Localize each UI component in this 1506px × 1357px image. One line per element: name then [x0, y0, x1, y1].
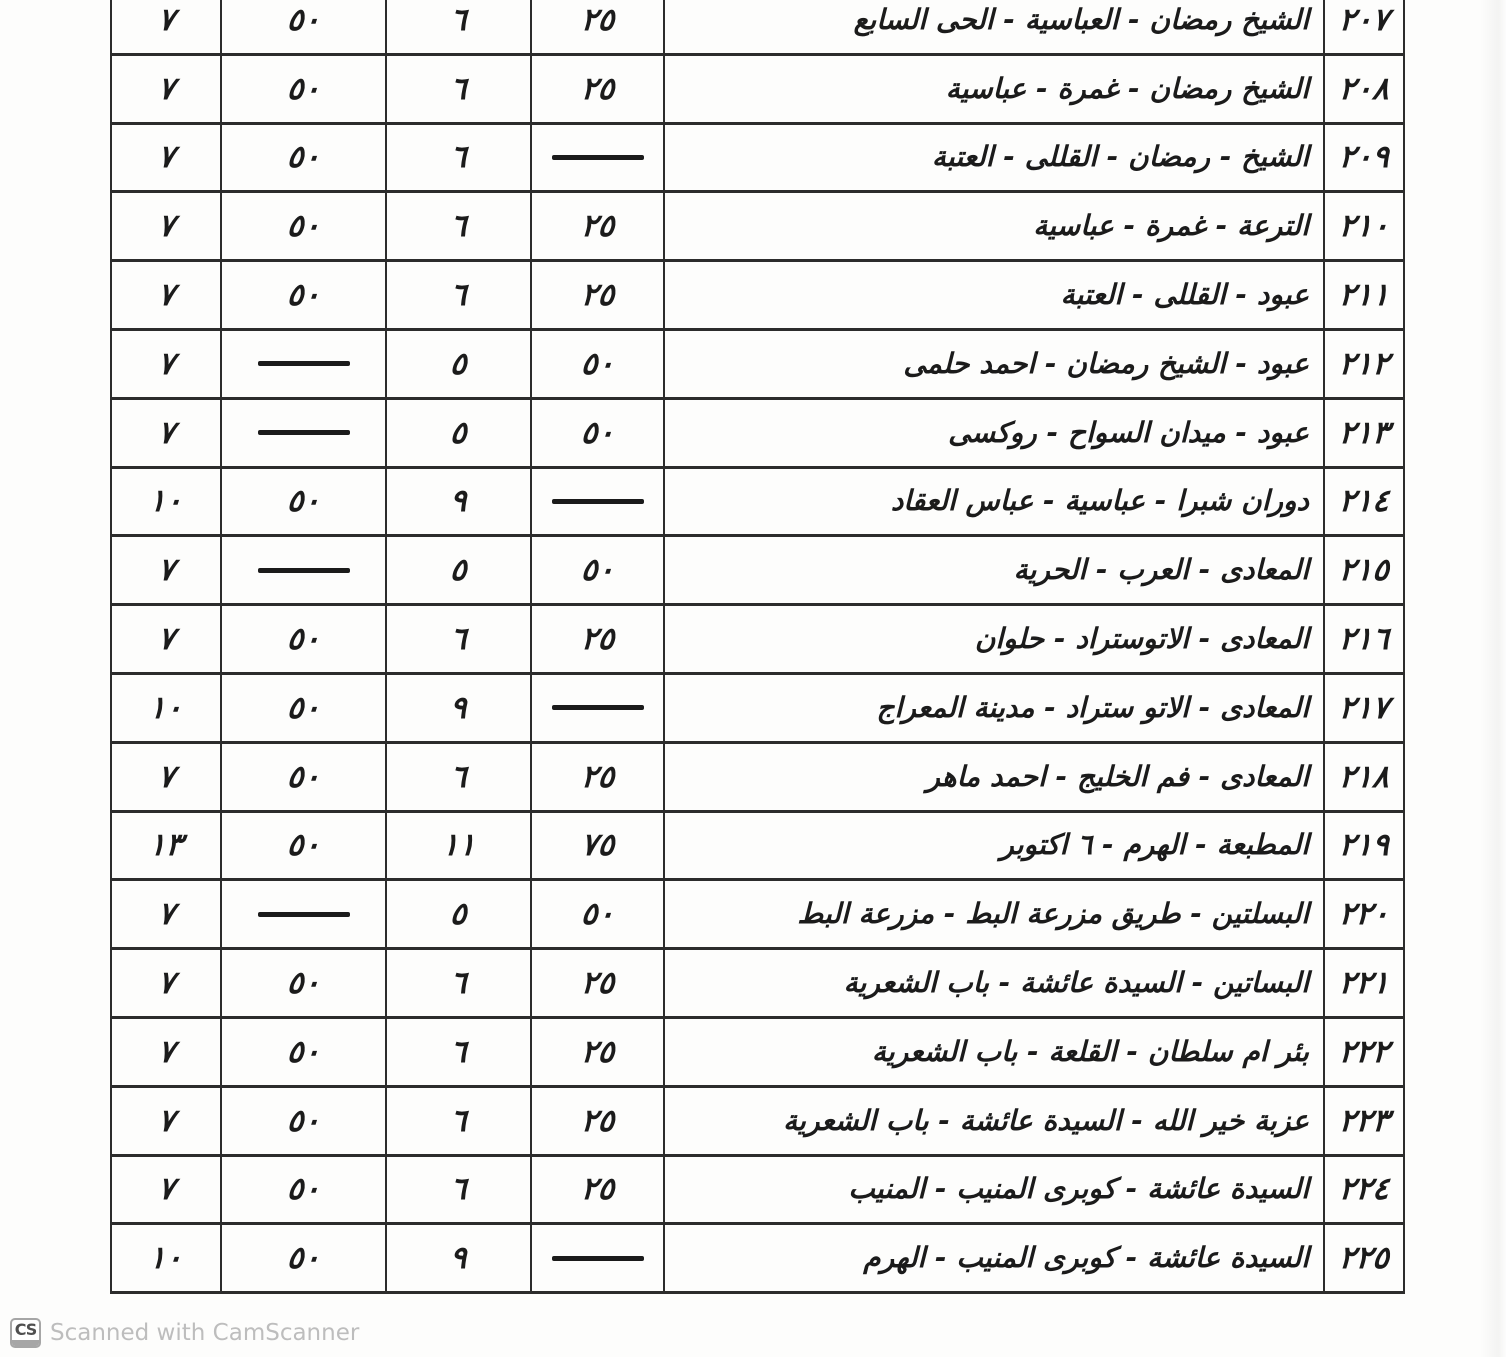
value-cell-1: [112, 881, 222, 950]
value-cell-4: [532, 1019, 665, 1088]
value-cell-2: [222, 331, 387, 400]
value-cell-4: [532, 400, 665, 469]
value-cell-4: [532, 56, 665, 125]
numeral-text: ٩: [448, 689, 469, 726]
value-cell-3: [387, 881, 532, 950]
numeral-text: ٢٠٩: [1337, 139, 1391, 176]
route-name-text: المعادى - الاتو ستراد - مدينة المعراج: [876, 690, 1309, 724]
dash-placeholder: [258, 361, 350, 366]
route-name-cell: [665, 125, 1325, 194]
numeral-text: ٧٥: [579, 827, 616, 864]
numeral-text: ٩: [448, 483, 469, 520]
numeral-text: ٢١١: [1337, 277, 1391, 314]
table-row: [112, 675, 1403, 744]
table-row: [112, 813, 1403, 882]
numeral-text: ٢٥: [579, 70, 616, 107]
value-cell-2: [222, 125, 387, 194]
table-row: [112, 1225, 1403, 1294]
numeral-text: ٢٥: [579, 1102, 616, 1139]
numeral-text: ٥٠: [285, 1240, 322, 1277]
numeral-text: ٢٥: [579, 965, 616, 1002]
table-row: [112, 537, 1403, 606]
numeral-text: ٧: [156, 70, 176, 107]
numeral-text: ٥٠: [579, 552, 616, 589]
numeral-text: ٥٠: [579, 896, 616, 933]
value-cell-3: [387, 813, 532, 882]
route-name-text: دوران شبرا - عباسية - عباس العقاد: [890, 484, 1309, 518]
numeral-text: ٢٥: [579, 277, 616, 314]
value-cell-3: [387, 193, 532, 262]
numeral-text: ٥: [448, 896, 469, 933]
numeral-text: ٦: [448, 758, 469, 795]
route-name-text: الشيخ - رمضان - القللى - العتبة: [931, 140, 1309, 174]
route-name-text: المعادى - الاتوستراد - حلوان: [974, 622, 1309, 656]
numeral-text: ٦: [448, 1102, 469, 1139]
camscanner-logo-text: CS: [14, 1320, 37, 1339]
value-cell-3: [387, 537, 532, 606]
numeral-text: ١٣: [148, 827, 184, 864]
numeral-text: ٧: [156, 139, 176, 176]
route-name-cell: [665, 537, 1325, 606]
numeral-text: ٧: [156, 1102, 176, 1139]
numeral-text: ١٠: [148, 689, 184, 726]
numeral-text: ٥٠: [579, 345, 616, 382]
camscanner-logo-icon: [10, 1318, 41, 1348]
value-cell-1: [112, 1225, 222, 1294]
numeral-text: ٢٠٨: [1337, 70, 1391, 107]
table-row: [112, 125, 1403, 194]
value-cell-1: [112, 744, 222, 813]
value-cell-4: [532, 606, 665, 675]
route-name-text: عبود - القللى - العتبة: [1060, 278, 1309, 312]
value-cell-3: [387, 744, 532, 813]
route-number-cell: [1325, 125, 1405, 194]
numeral-text: ٢٢١: [1337, 965, 1391, 1002]
value-cell-1: [112, 1019, 222, 1088]
value-cell-1: [112, 469, 222, 538]
value-cell-4: [532, 469, 665, 538]
table-row: [112, 1157, 1403, 1226]
numeral-text: ٥٠: [285, 139, 322, 176]
value-cell-2: [222, 1157, 387, 1226]
value-cell-2: [222, 1225, 387, 1294]
route-number-cell: [1325, 56, 1405, 125]
route-name-text: الترعة - غمرة - عباسية: [1033, 209, 1309, 243]
route-name-cell: [665, 0, 1325, 56]
numeral-text: ٢٢٤: [1337, 1171, 1391, 1208]
value-cell-2: [222, 193, 387, 262]
numeral-text: ٦: [448, 70, 469, 107]
value-cell-3: [387, 125, 532, 194]
route-number-cell: [1325, 262, 1405, 331]
table-row: [112, 193, 1403, 262]
route-name-text: بئر ام سلطان - القلعة - باب الشعرية: [871, 1034, 1309, 1068]
dash-placeholder: [552, 499, 644, 504]
table-row: [112, 1088, 1403, 1157]
value-cell-2: [222, 469, 387, 538]
numeral-text: ٥٠: [285, 758, 322, 795]
route-number-cell: [1325, 400, 1405, 469]
dash-placeholder: [552, 155, 644, 160]
table-row: [112, 262, 1403, 331]
route-name-cell: [665, 1157, 1325, 1226]
route-number-cell: [1325, 0, 1405, 56]
value-cell-1: [112, 331, 222, 400]
table-row: [112, 56, 1403, 125]
numeral-text: ٥٠: [285, 965, 322, 1002]
numeral-text: ٥٠: [285, 621, 322, 658]
value-cell-3: [387, 1019, 532, 1088]
value-cell-2: [222, 744, 387, 813]
value-cell-1: [112, 125, 222, 194]
route-number-cell: [1325, 675, 1405, 744]
value-cell-3: [387, 1157, 532, 1226]
numeral-text: ٥٠: [579, 414, 616, 451]
numeral-text: ٥٠: [285, 827, 322, 864]
numeral-text: ٦: [448, 139, 469, 176]
numeral-text: ٦: [448, 1, 469, 38]
value-cell-3: [387, 1088, 532, 1157]
route-name-cell: [665, 1019, 1325, 1088]
value-cell-1: [112, 537, 222, 606]
numeral-text: ٢١٩: [1337, 827, 1391, 864]
value-cell-4: [532, 813, 665, 882]
numeral-text: ٧: [156, 1, 176, 38]
table-row: [112, 606, 1403, 675]
route-number-cell: [1325, 537, 1405, 606]
numeral-text: ٥: [448, 414, 469, 451]
numeral-text: ٢١٢: [1337, 345, 1391, 382]
numeral-text: ٧: [156, 621, 176, 658]
route-name-text: المعادى - العرب - الحرية: [1013, 553, 1309, 587]
route-name-cell: [665, 606, 1325, 675]
route-name-text: عزبة خير الله - السيدة عائشة - باب الشعرية: [783, 1103, 1309, 1137]
numeral-text: ٦: [448, 1171, 469, 1208]
numeral-text: ٢١٦: [1337, 621, 1391, 658]
dash-placeholder: [552, 705, 644, 710]
route-name-text: البسلتين - طريق مزرعة البط - مزرعة البط: [797, 897, 1309, 931]
value-cell-4: [532, 1157, 665, 1226]
route-name-cell: [665, 331, 1325, 400]
value-cell-1: [112, 606, 222, 675]
value-cell-4: [532, 950, 665, 1019]
route-number-cell: [1325, 813, 1405, 882]
numeral-text: ٥٠: [285, 483, 322, 520]
numeral-text: ٩: [448, 1240, 469, 1277]
numeral-text: ٢٢٥: [1337, 1240, 1391, 1277]
route-name-text: المطبعة - الهرم - ٦ اكتوبر: [1000, 828, 1309, 862]
route-name-cell: [665, 1225, 1325, 1294]
value-cell-3: [387, 950, 532, 1019]
numeral-text: ٧: [156, 965, 176, 1002]
value-cell-2: [222, 0, 387, 56]
numeral-text: ٥٠: [285, 70, 322, 107]
numeral-text: ٥٠: [285, 208, 322, 245]
value-cell-4: [532, 881, 665, 950]
route-number-cell: [1325, 1225, 1405, 1294]
numeral-text: ٧: [156, 277, 176, 314]
value-cell-4: [532, 1225, 665, 1294]
value-cell-4: [532, 125, 665, 194]
value-cell-1: [112, 56, 222, 125]
dash-placeholder: [258, 568, 350, 573]
numeral-text: ٦: [448, 965, 469, 1002]
numeral-text: ٢١٠: [1337, 208, 1391, 245]
numeral-text: ٢١٨: [1337, 758, 1391, 795]
value-cell-1: [112, 193, 222, 262]
route-name-cell: [665, 400, 1325, 469]
route-number-cell: [1325, 1019, 1405, 1088]
numeral-text: ٥٠: [285, 1171, 322, 1208]
route-name-text: السيدة عائشة - كوبرى المنيب - المنيب: [848, 1172, 1309, 1206]
route-name-cell: [665, 675, 1325, 744]
value-cell-3: [387, 675, 532, 744]
value-cell-3: [387, 0, 532, 56]
table-row: [112, 400, 1403, 469]
value-cell-1: [112, 1157, 222, 1226]
numeral-text: ٥٠: [285, 1, 322, 38]
numeral-text: ٢٠٧: [1337, 1, 1391, 38]
value-cell-4: [532, 537, 665, 606]
route-number-cell: [1325, 331, 1405, 400]
numeral-text: ٧: [156, 345, 176, 382]
route-number-cell: [1325, 193, 1405, 262]
value-cell-1: [112, 675, 222, 744]
value-cell-1: [112, 262, 222, 331]
numeral-text: ٧: [156, 208, 176, 245]
camscanner-logo-bar: [12, 1340, 39, 1346]
table-row: [112, 0, 1403, 56]
route-number-cell: [1325, 744, 1405, 813]
route-name-cell: [665, 56, 1325, 125]
value-cell-1: [112, 1088, 222, 1157]
numeral-text: ٢٥: [579, 621, 616, 658]
value-cell-3: [387, 56, 532, 125]
route-name-cell: [665, 193, 1325, 262]
value-cell-3: [387, 331, 532, 400]
value-cell-2: [222, 262, 387, 331]
numeral-text: ٦: [448, 208, 469, 245]
numeral-text: ٢٢٠: [1337, 896, 1391, 933]
value-cell-4: [532, 1088, 665, 1157]
value-cell-2: [222, 606, 387, 675]
numeral-text: ٥٠: [285, 277, 322, 314]
value-cell-1: [112, 0, 222, 56]
route-number-cell: [1325, 881, 1405, 950]
numeral-text: ٧: [156, 1033, 176, 1070]
route-name-cell: [665, 262, 1325, 331]
numeral-text: ٦: [448, 621, 469, 658]
numeral-text: ٥٠: [285, 1102, 322, 1139]
numeral-text: ١١: [440, 827, 477, 864]
value-cell-1: [112, 813, 222, 882]
route-name-text: السيدة عائشة - كوبرى المنيب - الهرم: [863, 1241, 1309, 1275]
value-cell-1: [112, 400, 222, 469]
table-row: [112, 331, 1403, 400]
value-cell-3: [387, 469, 532, 538]
route-name-cell: [665, 744, 1325, 813]
route-number-cell: [1325, 469, 1405, 538]
value-cell-2: [222, 813, 387, 882]
numeral-text: ٢٥: [579, 1171, 616, 1208]
value-cell-4: [532, 744, 665, 813]
value-cell-3: [387, 400, 532, 469]
value-cell-2: [222, 881, 387, 950]
numeral-text: ١٠: [148, 1240, 184, 1277]
table-row: [112, 950, 1403, 1019]
route-number-cell: [1325, 1088, 1405, 1157]
value-cell-4: [532, 262, 665, 331]
route-name-text: الشيخ رمضان - غمرة - عباسية: [945, 71, 1309, 105]
numeral-text: ٢١٤: [1337, 483, 1391, 520]
value-cell-4: [532, 0, 665, 56]
numeral-text: ٧: [156, 414, 176, 451]
table-row: [112, 744, 1403, 813]
dash-placeholder: [258, 430, 350, 435]
numeral-text: ٢٢٢: [1337, 1033, 1391, 1070]
route-name-text: عبود - الشيخ رمضان - احمد حلمى: [903, 346, 1309, 380]
value-cell-3: [387, 1225, 532, 1294]
camscanner-caption: Scanned with CamScanner: [50, 1320, 360, 1346]
numeral-text: ٢١٥: [1337, 552, 1391, 589]
route-number-cell: [1325, 950, 1405, 1019]
value-cell-2: [222, 675, 387, 744]
route-name-text: المعادى - فم الخليج - احمد ماهر: [926, 759, 1309, 793]
value-cell-2: [222, 56, 387, 125]
route-name-text: البساتين - السيدة عائشة - باب الشعرية: [843, 966, 1309, 1000]
numeral-text: ٥: [448, 345, 469, 382]
route-number-cell: [1325, 1157, 1405, 1226]
numeral-text: ٧: [156, 552, 176, 589]
route-name-cell: [665, 881, 1325, 950]
value-cell-1: [112, 950, 222, 1019]
bus-routes-table: [110, 0, 1403, 1294]
dash-placeholder: [552, 1256, 644, 1261]
numeral-text: ٢١٧: [1337, 689, 1391, 726]
numeral-text: ٧: [156, 758, 176, 795]
numeral-text: ٥: [448, 552, 469, 589]
numeral-text: ١٠: [148, 483, 184, 520]
value-cell-3: [387, 606, 532, 675]
scan-edge-shadow: [1480, 0, 1506, 1357]
value-cell-2: [222, 1019, 387, 1088]
value-cell-2: [222, 950, 387, 1019]
value-cell-2: [222, 400, 387, 469]
camscanner-footer: [10, 1318, 359, 1348]
dash-placeholder: [258, 912, 350, 917]
table-row: [112, 1019, 1403, 1088]
numeral-text: ٢٥: [579, 1, 616, 38]
numeral-text: ٢١٣: [1337, 414, 1391, 451]
route-name-cell: [665, 469, 1325, 538]
numeral-text: ٢٢٣: [1337, 1102, 1391, 1139]
value-cell-4: [532, 331, 665, 400]
route-number-cell: [1325, 606, 1405, 675]
value-cell-2: [222, 1088, 387, 1157]
route-name-text: الشيخ رمضان - العباسية - الحى السابع: [853, 2, 1309, 36]
numeral-text: ٥٠: [285, 689, 322, 726]
numeral-text: ٧: [156, 1171, 176, 1208]
numeral-text: ٦: [448, 1033, 469, 1070]
route-name-text: عبود - ميدان السواح - روكسى: [948, 415, 1309, 449]
route-name-cell: [665, 1088, 1325, 1157]
table-row: [112, 469, 1403, 538]
value-cell-2: [222, 537, 387, 606]
route-name-cell: [665, 813, 1325, 882]
table-row: [112, 881, 1403, 950]
numeral-text: ٧: [156, 896, 176, 933]
numeral-text: ٢٥: [579, 758, 616, 795]
value-cell-4: [532, 675, 665, 744]
numeral-text: ٦: [448, 277, 469, 314]
numeral-text: ٥٠: [285, 1033, 322, 1070]
numeral-text: ٢٥: [579, 208, 616, 245]
route-name-cell: [665, 950, 1325, 1019]
value-cell-3: [387, 262, 532, 331]
value-cell-4: [532, 193, 665, 262]
numeral-text: ٢٥: [579, 1033, 616, 1070]
